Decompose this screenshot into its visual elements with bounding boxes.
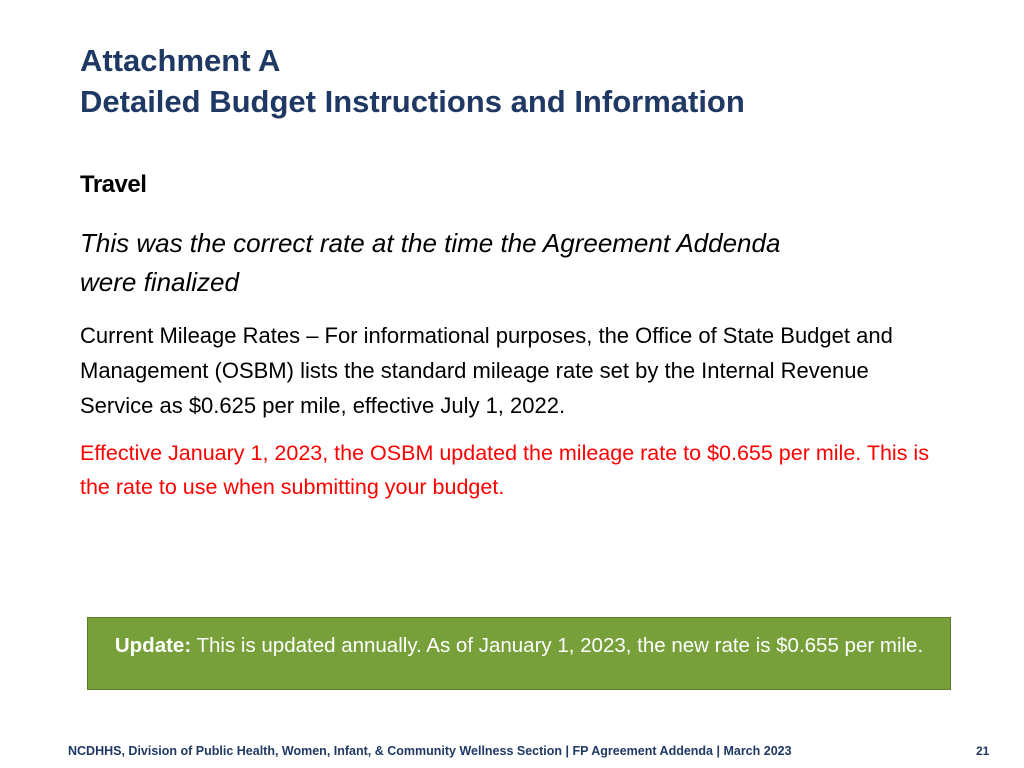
slide-title	[80, 40, 745, 122]
italic-note: This was the correct rate at the time the Agreement Addenda were finalized	[80, 228, 781, 297]
update-label: Update:	[114, 634, 192, 657]
section-heading: Travel	[80, 171, 147, 198]
slide-title-line2: Detailed Budget Instructions and Information	[80, 84, 745, 119]
mileage-rate-paragraph: Current Mileage Rates – For informational purposes, the Office of State Budget and Management (OSBM) lists the standard mileage rate set by the Internal Revenue Service as $0.625 per mile, effective July 1, 2022.	[80, 323, 893, 418]
slide-title-line1: Attachment A	[80, 43, 281, 78]
footer-text: NCDHHS, Division of Public Health, Women, Infant, & Community Wellness Section | FP Agreement Addenda | March 2023	[68, 744, 792, 758]
update-text: This is updated annually. As of January 1, 2023, the new rate is $0.655 per mile.	[191, 634, 924, 657]
updated-rate-notice: Effective January 1, 2023, the OSBM updated the mileage rate to $0.655 per mile. This is the rate to use when submitting your budget.	[80, 441, 929, 499]
page-number: 21	[976, 744, 990, 758]
update-callout-box	[87, 617, 951, 690]
